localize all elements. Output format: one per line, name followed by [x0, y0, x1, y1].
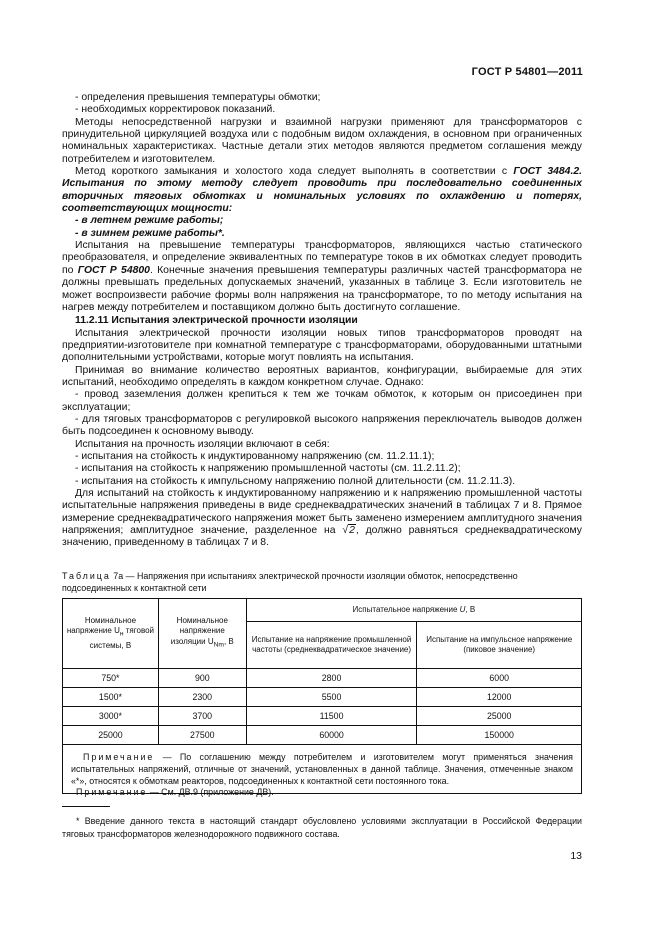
list-item: - для тяговых трансформаторов с регулировкой высокого напряжения переключатель выводов должен быть подсоединен к основному выводу. [62, 413, 582, 438]
paragraph: Испытания электрической прочности изоляции новых типов трансформаторов проводят на предприятии-изготовителе при комнатной температуре с трансформаторами, оборудованными штатными дополнительными устройствами, которые могут повлиять на испытания. [62, 327, 582, 364]
list-item: - в летнем режиме работы; [75, 215, 224, 227]
header-test-voltage: Испытательное напряжение U, В [246, 599, 581, 622]
paragraph [62, 240, 582, 314]
paragraph-text: , должно равняться среднеквадратическому значению, приведенному в таблицах 7 и 8. [62, 525, 582, 549]
table-cell: 60000 [246, 726, 417, 745]
paragraph: Испытания на прочность изоляции включают в себя: [75, 438, 330, 450]
table-cell: 25000 [63, 726, 159, 745]
paragraph-text: Для испытаний на стойкость к индуктированному напряжению и к напряжению промышленной частоты испытательные напряжения приведены в виде среднеквадратических значений в таблицах 7 и 8. Прямое измерение среднеквадратического напряжения может быть заменено измерением амплитудного значения напряжения; амплитудное значение, разделенное на [62, 488, 582, 537]
section-heading: 11.2.11 Испытания электрической прочности изоляции [75, 315, 358, 327]
sqrt-sign: √ [342, 525, 349, 537]
note-label: Примечание [76, 787, 148, 797]
table-cell: 6000 [417, 669, 582, 688]
list-item: - необходимых корректировок показаний. [75, 104, 276, 116]
list-item: - испытания на стойкость к напряжению промышленной частоты (см. 11.2.11.2); [75, 463, 461, 475]
list-item: - в зимнем режиме работы*. [75, 227, 225, 239]
table-row [63, 669, 582, 688]
sqrt-symbol [342, 524, 355, 536]
paragraph-text-emphasis: . Испытания по этому методу следует проводить при последовательно соединенных вторичных тяговых обмотках и номинальных условиях по охлаждению и потерях, соответствующих мощности: [62, 166, 582, 215]
page-note [76, 787, 274, 797]
header-impulse: Испытание на импульсное напряжение (пиковое значение) [417, 622, 582, 669]
page-number: 13 [570, 850, 582, 862]
table-cell: 750* [63, 669, 159, 688]
table-cell: 3700 [158, 707, 246, 726]
table-cell: 3000* [63, 707, 159, 726]
table-caption [62, 570, 582, 594]
table-row [63, 707, 582, 726]
paragraph [62, 488, 582, 550]
paragraph-text: Метод короткого замыкания и холостого хода следует выполнять в соответствии с [75, 166, 514, 178]
voltage-table [62, 598, 582, 794]
footnote-divider [62, 806, 110, 807]
note-text: — По соглашению между потребителем и изготовителем могут применяться значения испытательных напряжений, отличные от значений, установленных в данной таблице. Значения, отмеченные знаком «*», относятся к обмоткам реакторов, подсоединенных к контактной сети постоянного тока. [71, 752, 573, 786]
table-cell: 2300 [158, 688, 246, 707]
table-cell: 2800 [246, 669, 417, 688]
table-cell: 150000 [417, 726, 582, 745]
table-cell: 1500* [63, 688, 159, 707]
main-text [62, 92, 582, 550]
paragraph: Принимая во внимание количество вероятных вариантов, конфигурации, выбираемые для этих испытаний, необходимо определять в каждом конкретном случае. Однако: [62, 364, 582, 388]
paragraph-text: Испытания на превышение температуры трансформаторов, являющихся частью статического преобразователя, и определение эквивалентных по температуре токов в их обмотках следует проводить по [62, 240, 582, 276]
list-item: - определения превышения температуры обмотки; [75, 92, 321, 103]
paragraph: Методы непосредственной нагрузки и взаимной нагрузки применяют для трансформаторов с принудительной циркуляцией воздуха или с подобным видом охлаждения, в основном при ограниченных номинальных характеристиках. Частные детали этих методов являются предметом соглашения между потребителем и изготовителем. [62, 116, 582, 165]
header-insulation-voltage: Номинальное напряжение изоляции $U_{Nm}$, В [158, 599, 246, 669]
standard-header: ГОСТ Р 54801—2011 [471, 66, 583, 78]
table-cell: 5500 [246, 688, 417, 707]
list-item: - провод заземления должен крепиться к тем же точкам обмоток, к которым он присоединен при эксплуатации; [62, 389, 582, 413]
paragraph-text: . Конечные значения превышения температуры различных частей трансформатора не должны превышать предельных допускаемых значений, указанных в таблице 3. Если изготовитель не может воспроизвести рабочие формы волн напряжения на трансформаторе, то по методу испытания на нагрев между потребителем и поставщиком должно быть достигнуто соглашение. [62, 264, 582, 313]
table-caption-text: 7а — Напряжения при испытаниях электрической прочности изоляции обмоток, непосредственно подсоединенных к контактной сети [62, 571, 518, 593]
table-cell: 25000 [417, 707, 582, 726]
gost-reference: ГОСТ 3484.2 [513, 166, 580, 178]
table-cell: 27500 [158, 726, 246, 745]
table-header-row [63, 599, 582, 622]
note-text: — См. ДВ.9 (приложение ДВ). [147, 787, 274, 797]
note-label: Примечание [83, 752, 155, 762]
header-nominal-voltage: Номинальное напряжение $U_н$ тяговой системы, В [63, 599, 159, 669]
table-row [63, 726, 582, 745]
footnote-text: * Введение данного текста в настоящий стандарт обусловлено условиями эксплуатации в Российской Федерации тяговых трансформаторов железнодорожного подвижного состава. [62, 816, 582, 839]
list-item: - испытания на стойкость к индуктированному напряжению (см. 11.2.11.1); [75, 450, 435, 462]
table-caption-label: Таблица [62, 571, 111, 581]
footnote [62, 815, 582, 840]
header-power-frequency: Испытание на напряжение промышленной частоты (среднеквадратическое значение) [246, 622, 417, 669]
gost-reference: ГОСТ Р 54800 [77, 264, 150, 276]
table-cell: 11500 [246, 707, 417, 726]
list-item: - испытания на стойкость к импульсному напряжению полной длительности (см. 11.2.11.3). [75, 475, 516, 487]
table-cell: 900 [158, 669, 246, 688]
paragraph [62, 166, 582, 215]
table-cell: 12000 [417, 688, 582, 707]
table-row [63, 688, 582, 707]
sqrt-radicand: 2 [349, 525, 355, 537]
